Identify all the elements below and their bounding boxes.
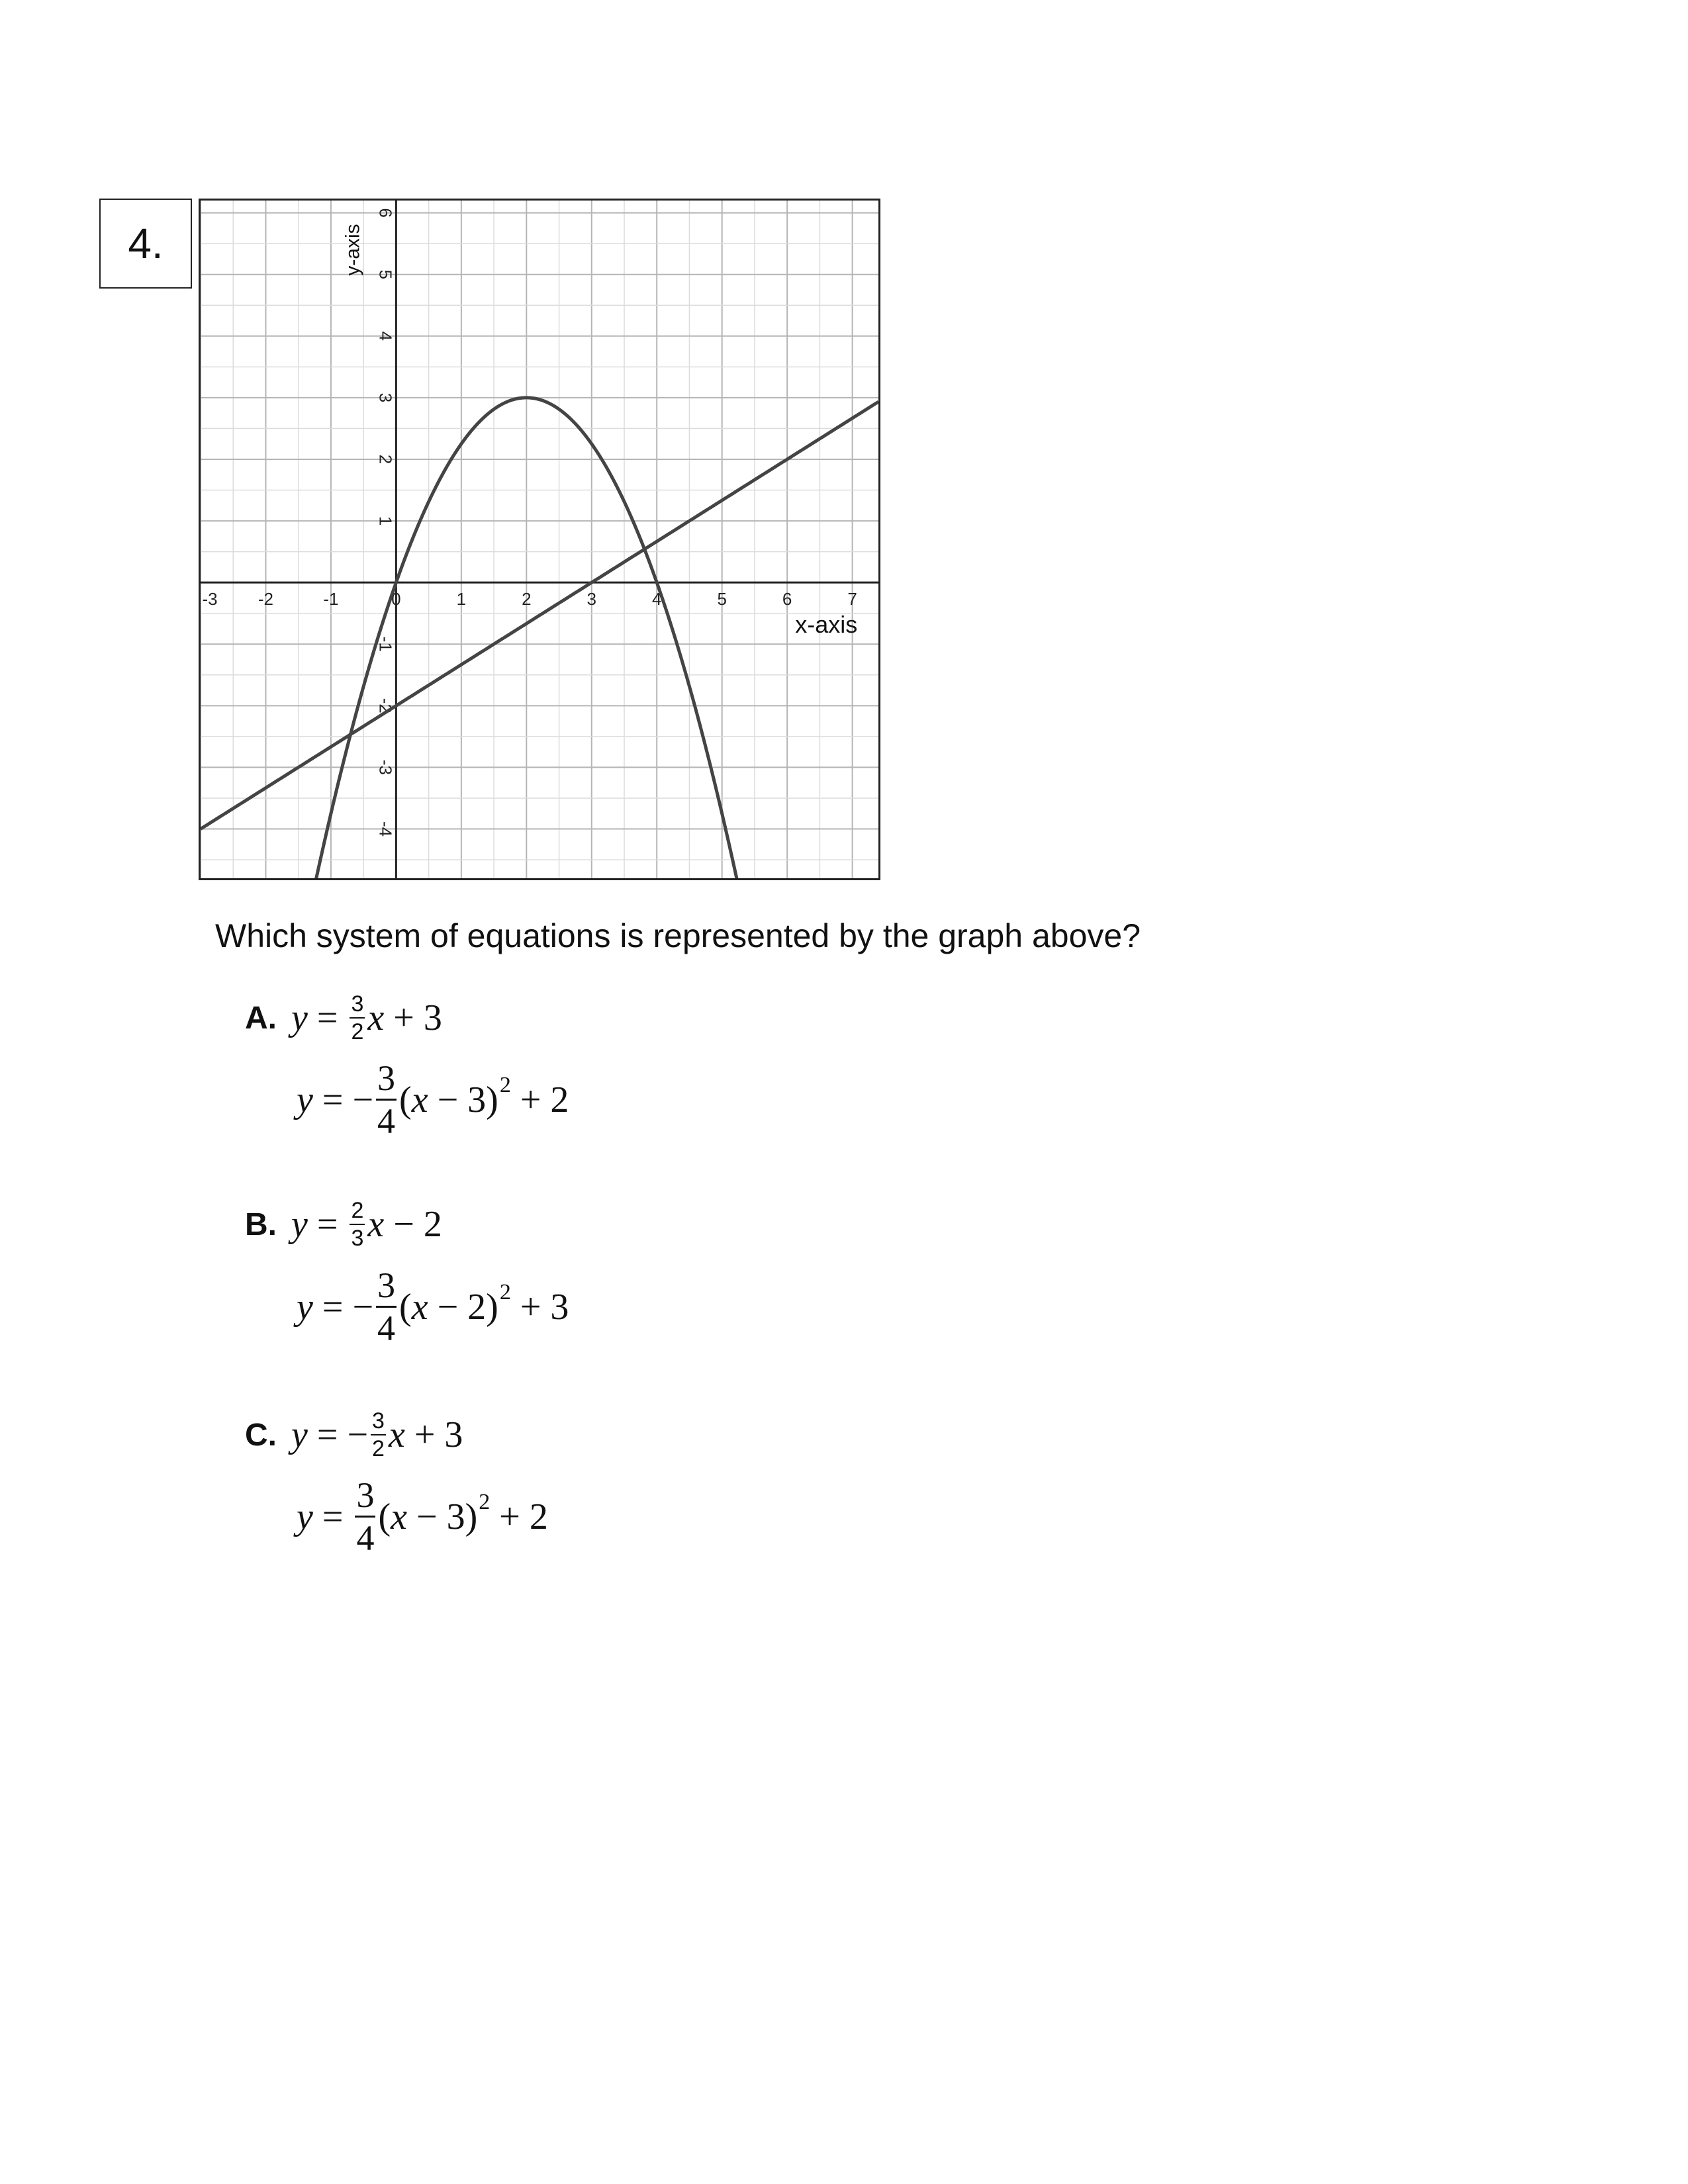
option-a-label: A. xyxy=(245,1000,277,1036)
x-tick-label: 3 xyxy=(586,589,597,610)
x-tick-label: 4 xyxy=(651,589,662,610)
option-c-slope: $\frac{3}{2}$ xyxy=(372,1408,385,1461)
question-number: 4. xyxy=(128,220,164,267)
x-tick-label: -1 xyxy=(323,589,339,610)
graph xyxy=(199,199,880,880)
option-b-label: B. xyxy=(245,1206,277,1242)
option-b-slope: $\frac{2}{3}$ xyxy=(351,1198,364,1251)
option-a-line-equation[interactable]: A. y = $\frac{3}{2}$ x + 3 xyxy=(245,991,442,1044)
option-b-parabola-equation[interactable]: y = − $\frac{3}{4}$ ( x − 2 ) 2 + 3 xyxy=(297,1265,569,1348)
option-c-coefficient: $\frac{3}{4}$ xyxy=(356,1475,375,1558)
option-a-slope: $\frac{3}{2}$ xyxy=(351,991,364,1044)
question-number-box xyxy=(99,199,192,289)
y-tick-label: 5 xyxy=(375,269,396,279)
y-tick-label: -3 xyxy=(375,759,396,775)
grid xyxy=(201,201,878,878)
x-tick-label: 1 xyxy=(456,589,467,610)
y-tick-label: 6 xyxy=(375,208,396,218)
axes xyxy=(201,201,878,878)
option-c-parabola-equation[interactable]: y = $\frac{3}{4}$ ( x − 3 ) 2 + 2 xyxy=(297,1475,548,1558)
question-text: Which system of equations is represented by the graph above? xyxy=(215,917,1141,954)
y-tick-label: 4 xyxy=(375,331,396,341)
option-b-line-equation[interactable]: B. y = $\frac{2}{3}$ x − 2 xyxy=(245,1198,442,1251)
x-tick-label: -2 xyxy=(258,589,274,610)
x-tick-label: 7 xyxy=(847,589,857,610)
x-axis-label: x-axis xyxy=(795,611,858,639)
option-c-label: C. xyxy=(245,1417,277,1453)
option-c-line-equation[interactable]: C. y = − $\frac{3}{2}$ x + 3 xyxy=(245,1408,463,1461)
x-tick-label: 5 xyxy=(717,589,727,610)
y-tick-label: 1 xyxy=(375,516,396,526)
y-tick-label: -1 xyxy=(375,636,396,652)
y-tick-label: 3 xyxy=(375,392,396,403)
y-axis-label: y-axis xyxy=(342,224,364,276)
option-a-coefficient: $\frac{3}{4}$ xyxy=(377,1058,396,1141)
x-tick-label: -3 xyxy=(202,589,218,610)
option-b-coefficient: $\frac{3}{4}$ xyxy=(377,1265,396,1348)
line-series xyxy=(201,402,878,829)
x-tick-label: 2 xyxy=(522,589,532,610)
y-tick-label: -4 xyxy=(375,821,396,837)
option-a-parabola-equation[interactable]: y = − $\frac{3}{4}$ ( x − 3 ) 2 + 2 xyxy=(297,1058,569,1141)
tick-labels xyxy=(202,208,857,837)
y-tick-label: 2 xyxy=(375,454,396,465)
x-tick-label: 0 xyxy=(391,589,401,610)
x-tick-label: 6 xyxy=(782,589,792,610)
y-tick-label: -2 xyxy=(375,698,396,713)
graph-frame xyxy=(200,200,880,880)
curves xyxy=(201,398,878,880)
